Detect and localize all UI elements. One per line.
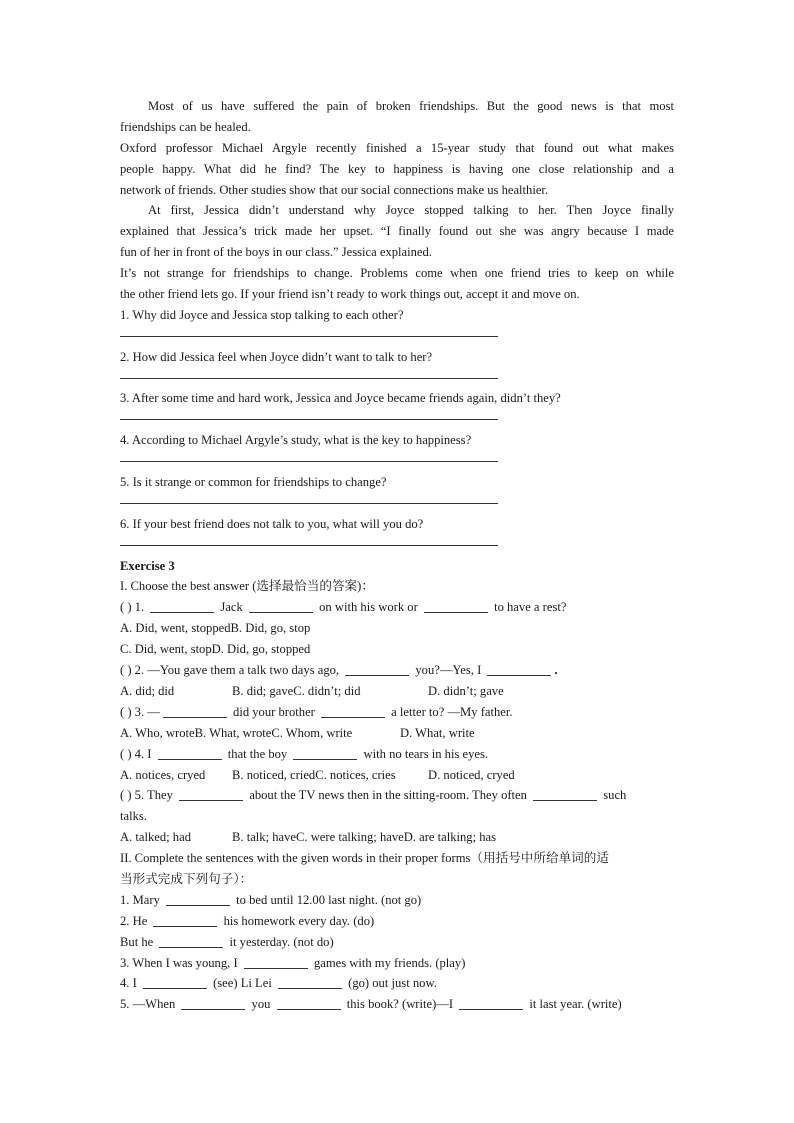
answer-line-5[interactable]	[120, 493, 674, 514]
blank[interactable]	[158, 746, 222, 760]
mc-question-1	[120, 597, 674, 618]
s4-text-b: (see) Li Lei	[209, 976, 275, 991]
q3-text-c: a letter to? —My father.	[388, 704, 513, 719]
blank[interactable]	[244, 955, 308, 969]
question-2: 2. How did Jessica feel when Joyce didn’t want to talk to her?	[120, 349, 433, 364]
blank[interactable]	[278, 975, 342, 989]
q1-text-c: on with his work or	[315, 600, 421, 615]
fill-sentence-3	[120, 953, 674, 974]
exercise-title: Exercise 3	[120, 558, 175, 573]
q4-text-a: ( ) 4. I	[120, 746, 155, 761]
passage-line: Most of us have suffered the pain of broken friendships. But the good news is that most	[148, 99, 674, 113]
s5-text-b: you	[248, 997, 274, 1012]
mc-options	[120, 827, 674, 848]
answer-line-2[interactable]	[120, 368, 674, 389]
s3-text-b: games with my friends. (play)	[310, 955, 466, 970]
mc-question-5	[120, 785, 674, 806]
blank[interactable]	[150, 599, 214, 613]
option: D. noticed, cryed	[428, 767, 515, 782]
question-1: 1. Why did Joyce and Jessica stop talking to each other?	[120, 307, 404, 322]
blank[interactable]	[249, 599, 313, 613]
option: D. What, write	[400, 725, 475, 740]
q2-text-a: ( ) 2. —You gave them a talk two days ago,	[120, 663, 343, 678]
option: A. Who, wroteB. What, wroteC. Whom, write	[120, 725, 353, 740]
fill-sentence-4	[120, 973, 674, 994]
fill-sentence-5	[120, 994, 674, 1015]
question-3: 3. After some time and hard work, Jessica and Joyce became friends again, didn’t they?	[120, 391, 561, 406]
blank[interactable]	[487, 662, 551, 676]
passage-line: people happy. What did he find? The key to happiness is having one close relationship and a	[120, 161, 674, 176]
option: B. noticed, criedC. notices, cries	[232, 767, 396, 782]
q1-text-a: ( ) 1.	[120, 600, 148, 615]
s1-text-a: 1. Mary	[120, 892, 164, 907]
fill-sentence-2b	[120, 932, 674, 953]
blank[interactable]	[459, 996, 523, 1010]
blank[interactable]	[424, 599, 488, 613]
q5-text-b: about the TV news then in the sitting-room. They often	[246, 788, 531, 803]
q4-text-b: that the boy	[224, 746, 291, 761]
mc-question-4	[120, 744, 674, 765]
s5-text-c: this book? (write)—I	[343, 997, 457, 1012]
mc-question-5-cont: talks.	[120, 809, 147, 824]
passage-line: the other friend lets go. If your friend isn’t ready to work things out, accept it and move on.	[120, 287, 580, 302]
passage-line: friendships can be healed.	[120, 119, 251, 134]
part2-title-cont: 当形式完成下列句子）：	[120, 871, 253, 886]
passage-line: It’s not strange for friendships to change. Problems come when one friend tries to keep on while	[120, 266, 674, 281]
option: A. did; did	[120, 683, 175, 698]
s4-text-a: 4. I	[120, 976, 140, 991]
blank[interactable]	[181, 996, 245, 1010]
q2-text-b: you?—Yes, I	[412, 663, 485, 678]
question-5: 5. Is it strange or common for friendships to change?	[120, 475, 387, 490]
blank[interactable]	[345, 662, 409, 676]
mc-options	[120, 681, 674, 702]
option: D. didn’t; gave	[428, 683, 504, 698]
blank[interactable]	[533, 787, 597, 801]
mc-options: A. Did, went, stoppedB. Did, go, stop	[120, 621, 311, 636]
passage-line: explained that Jessica’s trick made her upset. “I finally found out she was angry because I made	[120, 224, 674, 239]
part1-title: I. Choose the best answer (选择最恰当的答案)：	[120, 579, 374, 594]
s2b-text-a: But he	[120, 934, 157, 949]
q4-text-c: with no tears in his eyes.	[360, 746, 489, 761]
s1-text-b: to bed until 12.00 last night. (not go)	[233, 892, 422, 907]
option: A. notices, cryed	[120, 767, 206, 782]
blank[interactable]	[159, 934, 223, 948]
q5-text-c: such	[600, 788, 627, 803]
s4-text-c: (go) out just now.	[344, 976, 437, 991]
s2b-text-b: it yesterday. (not do)	[226, 934, 334, 949]
s3-text-a: 3. When I was young, I	[120, 955, 241, 970]
blank[interactable]	[293, 746, 357, 760]
passage-line: fun of her in front of the boys in our class.” Jessica explained.	[120, 245, 432, 260]
blank[interactable]	[179, 787, 243, 801]
answer-line-1[interactable]	[120, 326, 674, 347]
passage-line: At first, Jessica didn’t understand why Joyce stopped talking to her. Then Joyce finally	[148, 203, 674, 218]
fill-sentence-1	[120, 890, 674, 911]
blank[interactable]	[277, 996, 341, 1010]
blank[interactable]	[321, 704, 385, 718]
worksheet-page	[120, 96, 674, 1015]
mc-options	[120, 765, 674, 786]
mc-question-2	[120, 660, 674, 681]
question-4: 4. According to Michael Argyle’s study, what is the key to happiness?	[120, 433, 472, 448]
answer-line-4[interactable]	[120, 451, 674, 472]
mc-options	[120, 723, 674, 744]
answer-line-3[interactable]	[120, 409, 674, 430]
blank[interactable]	[166, 892, 230, 906]
option: B. did; gaveC. didn’t; did	[232, 683, 361, 698]
passage-line: Oxford professor Michael Argyle recently finished a 15-year study that found out what makes	[120, 140, 674, 155]
answer-line-6[interactable]	[120, 535, 674, 556]
question-6: 6. If your best friend does not talk to you, what will you do?	[120, 516, 424, 531]
part2-title: II. Complete the sentences with the given words in their proper forms（用括号中所给单词的适	[120, 851, 609, 866]
mc-options: C. Did, went, stopD. Did, go, stopped	[120, 642, 311, 657]
blank[interactable]	[153, 913, 217, 927]
s5-text-a: 5. —When	[120, 997, 179, 1012]
q5-text-a: ( ) 5. They	[120, 788, 177, 803]
q3-text-a: ( ) 3. —	[120, 704, 160, 719]
option: B. talk; haveC. were talking; haveD. are talking; has	[232, 830, 497, 845]
q2-text-c: .	[554, 663, 558, 678]
blank[interactable]	[143, 975, 207, 989]
s5-text-d: it last year. (write)	[526, 997, 622, 1012]
passage-line: network of friends. Other studies show that our social connections make us healthier.	[120, 182, 549, 197]
q3-text-b: did your brother	[229, 704, 319, 719]
fill-sentence-2	[120, 911, 674, 932]
blank[interactable]	[163, 704, 227, 718]
mc-question-3	[120, 702, 674, 723]
s2-text-b: his homework every day. (do)	[220, 913, 375, 928]
q1-text-d: to have a rest?	[490, 600, 567, 615]
q1-text-b: Jack	[217, 600, 246, 615]
option: A. talked; had	[120, 830, 191, 845]
s2-text-a: 2. He	[120, 913, 151, 928]
